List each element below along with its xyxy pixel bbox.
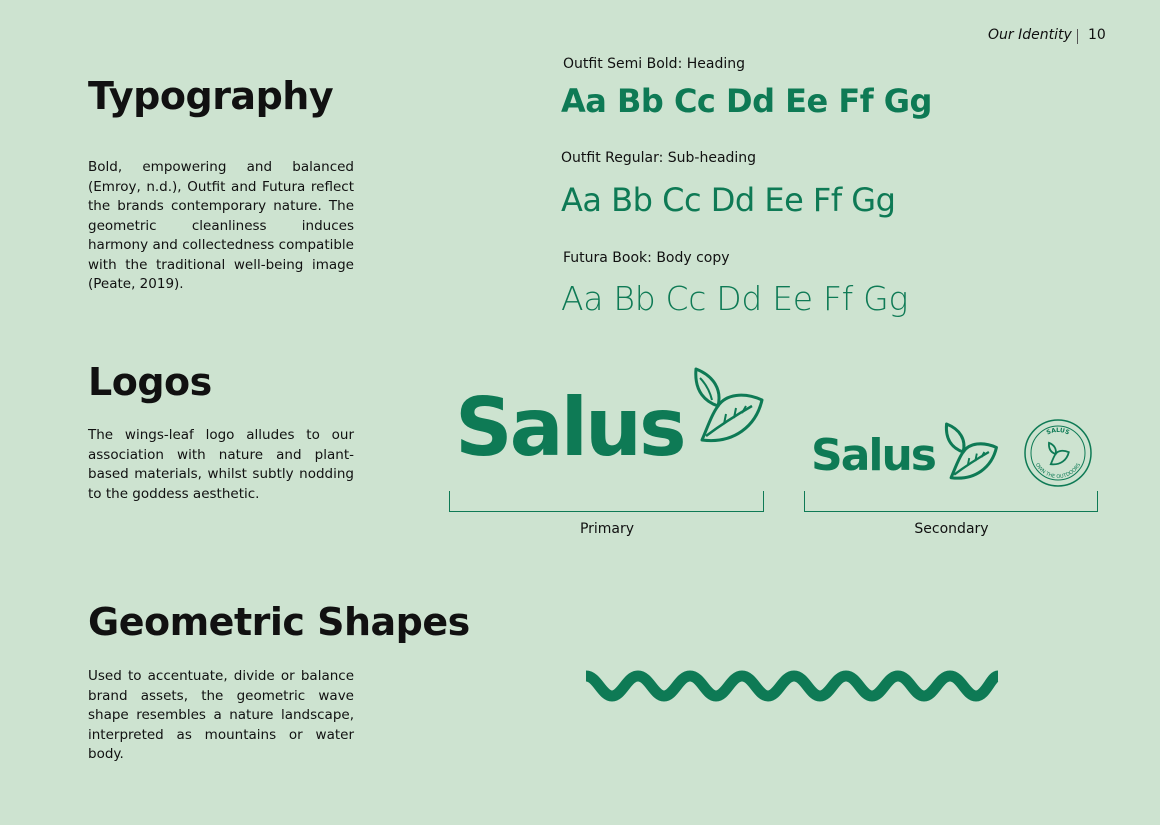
badge-top-text: SALUS xyxy=(1045,426,1071,437)
shapes-heading: Geometric Shapes xyxy=(88,600,470,644)
shapes-body: Used to accentuate, divide or balance brand assets, the geometric wave shape resembles a nature landscape, interpreted as mountains or water body. xyxy=(88,668,354,762)
font-sample-subheading: Aa Bb Cc Dd Ee Ff Gg xyxy=(561,181,896,219)
svg-text:OWN THE OUTDOORS xyxy=(1034,462,1082,480)
font-sample-body: Aa Bb Cc Dd Ee Ff Gg xyxy=(561,279,908,318)
primary-caption: Primary xyxy=(579,521,635,537)
logos-heading: Logos xyxy=(88,360,212,404)
page-number: 10 xyxy=(1088,27,1106,43)
typography-body: Bold, empowering and balanced (Emroy, n.d.), Outfit and Futura reflect the brands contemporary nature. The geometric cleanliness induces harmony and collectedness compatible with the traditional well-being image (Peate, 2019). xyxy=(88,159,354,292)
wave-shape xyxy=(582,666,1002,706)
font-sample-heading: Aa Bb Cc Dd Ee Ff Gg xyxy=(561,82,932,120)
header-divider xyxy=(1077,29,1078,44)
font-label-heading: Outfit Semi Bold: Heading xyxy=(563,56,745,72)
leaf-mark-icon xyxy=(939,421,1001,483)
circular-badge-logo xyxy=(1023,418,1093,488)
primary-logo-wordmark: Salus xyxy=(455,381,684,474)
typography-heading: Typography xyxy=(88,74,334,118)
secondary-bracket xyxy=(804,491,1098,512)
secondary-caption: Secondary xyxy=(914,521,989,537)
font-label-body: Futura Book: Body copy xyxy=(563,250,730,266)
badge-bottom-text: OWN THE OUTDOORS xyxy=(1033,462,1083,481)
primary-bracket xyxy=(449,491,764,512)
secondary-logo-wordmark: Salus xyxy=(811,430,935,481)
section-title: Our Identity xyxy=(988,27,1072,43)
wings-leaf-icon xyxy=(686,366,768,446)
font-label-subheading: Outfit Regular: Sub-heading xyxy=(561,150,757,166)
logos-body: The wings-leaf logo alludes to our association with nature and plant-based materials, whilst subtly nodding to the goddess aesthetic. xyxy=(88,427,354,502)
svg-text:SALUS xyxy=(1045,427,1070,437)
